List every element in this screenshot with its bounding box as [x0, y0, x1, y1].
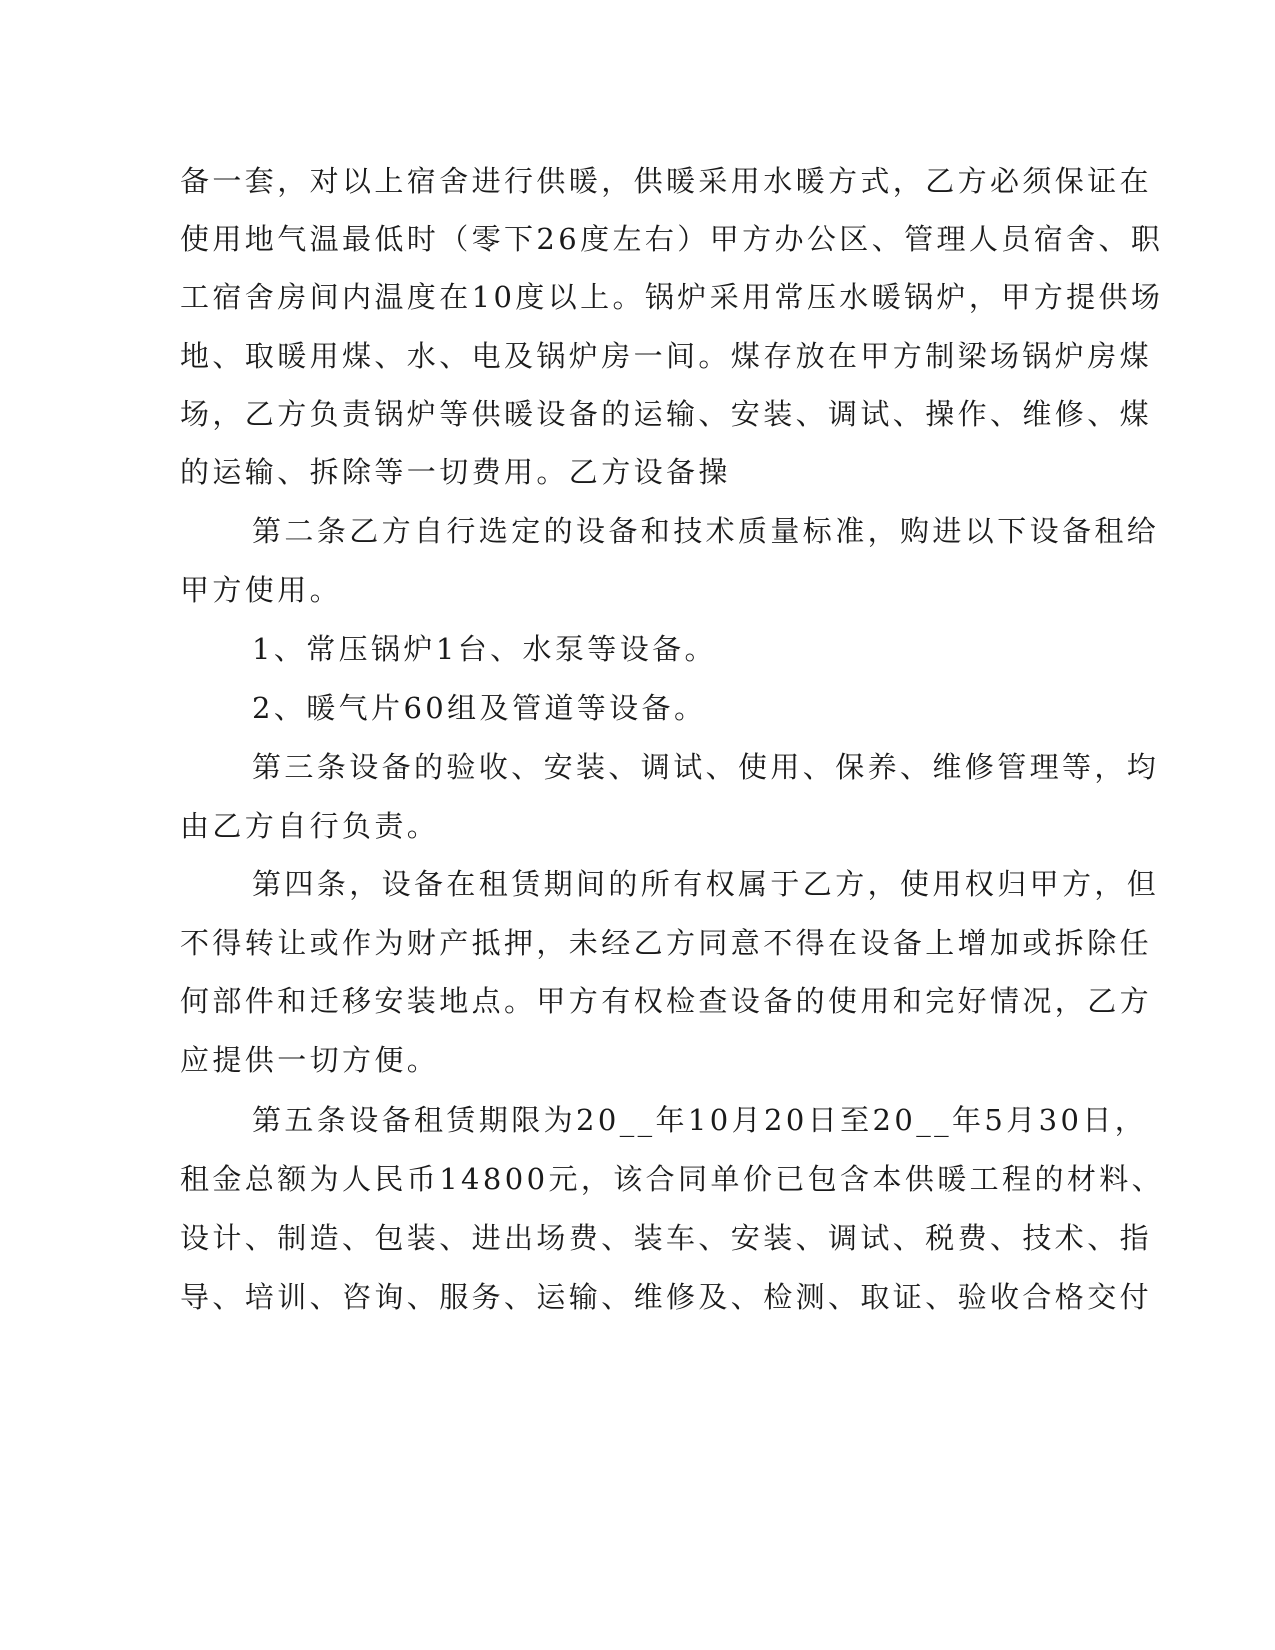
- clause-3-line: 由乙方自行负责。: [180, 809, 440, 843]
- list-item-1: 1、常压锅炉1台、水泵等设备。: [252, 632, 717, 666]
- clause-2-line: 甲方使用。: [180, 573, 343, 607]
- list-item-2: 2、暖气片60组及管道等设备。: [252, 691, 707, 725]
- clause-4-line: 不得转让或作为财产抵押，未经乙方同意不得在设备上增加或拆除任: [180, 926, 1153, 960]
- paragraph-line: 使用地气温最低时（零下26度左右）甲方办公区、管理人员宿舍、职: [180, 222, 1164, 256]
- clause-3-line: 第三条设备的验收、安装、调试、使用、保养、维修管理等，均: [252, 750, 1160, 784]
- paragraph-line: 地、取暖用煤、水、电及锅炉房一间。煤存放在甲方制梁场锅炉房煤: [180, 339, 1153, 373]
- paragraph-line: 场，乙方负责锅炉等供暖设备的运输、安装、调试、操作、维修、煤: [180, 397, 1153, 431]
- clause-4-line: 何部件和迁移安装地点。甲方有权检查设备的使用和完好情况，乙方: [180, 984, 1153, 1018]
- paragraph-line: 备一套，对以上宿舍进行供暖，供暖采用水暖方式，乙方必须保证在: [180, 164, 1153, 198]
- clause-5-line: 导、培训、咨询、服务、运输、维修及、检测、取证、验收合格交付: [180, 1280, 1153, 1314]
- paragraph-line: 的运输、拆除等一切费用。乙方设备操: [180, 455, 731, 489]
- clause-2-line: 第二条乙方自行选定的设备和技术质量标准，购进以下设备租给: [252, 514, 1160, 548]
- clause-4-line: 应提供一切方便。: [180, 1043, 440, 1077]
- clause-5-line: 第五条设备租赁期限为20__年10月20日至20__年5月30日，: [252, 1103, 1148, 1137]
- clause-4-line: 第四条，设备在租赁期间的所有权属于乙方，使用权归甲方，但: [252, 867, 1160, 901]
- clause-5-line: 租金总额为人民币14800元，该合同单价已包含本供暖工程的材料、: [180, 1162, 1165, 1196]
- paragraph-line: 工宿舍房间内温度在10度以上。锅炉采用常压水暖锅炉，甲方提供场: [180, 280, 1164, 314]
- clause-5-line: 设计、制造、包装、进出场费、装车、安装、调试、税费、技术、指: [180, 1221, 1153, 1255]
